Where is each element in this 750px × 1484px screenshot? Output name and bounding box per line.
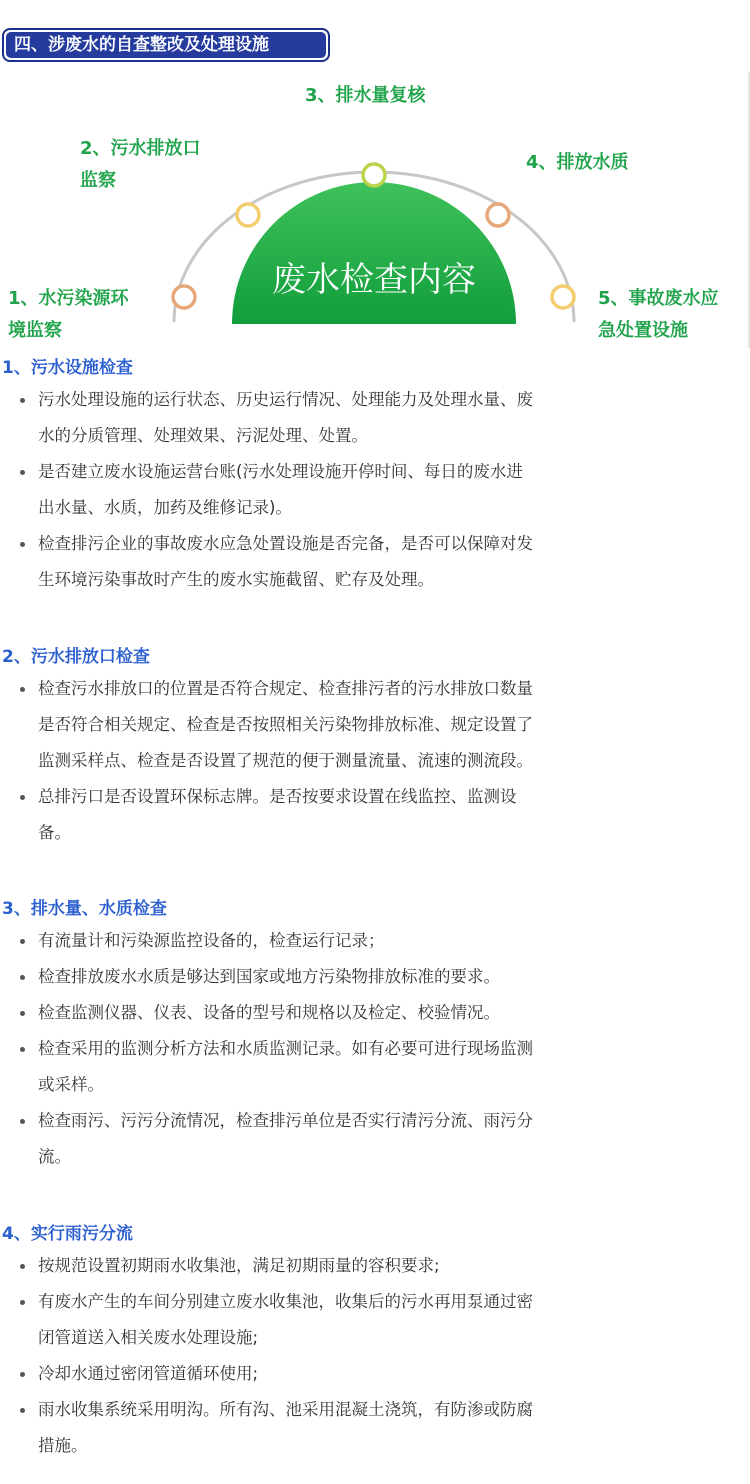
node-circle-2 (237, 204, 259, 226)
bullet-dot (20, 1047, 25, 1052)
bullet-list (0, 671, 750, 851)
list-item: 有流量计和污染源监控设备的，检查运行记录； (0, 923, 652, 959)
node-label-4: 4、排放水质 (526, 152, 629, 173)
list-item: 检查污水排放口的位置是否符合规定、检查排污者的污水排放口数量 是否符合相关规定、检查是否按照相关污染物排放标准、规定设置了 监测采样点、检查是否设置了规范的便于测量流量、流速的测流段。 (0, 671, 652, 779)
bullet-dot (20, 1011, 25, 1016)
node-circle-5 (552, 286, 574, 308)
section-heading: 2、污水排放口检查 (2, 647, 150, 667)
node-label-2: 2、污水排放口 监察 (80, 138, 201, 191)
section-water-quantity-quality (0, 897, 750, 1175)
list-item: 按规范设置初期雨水收集池，满足初期雨量的容积要求; (0, 1248, 652, 1284)
section-heading: 1、污水设施检查 (2, 358, 133, 378)
section-title: 四、涉废水的自查整改及处理设施 (6, 32, 326, 58)
section-sewage-facilities (0, 356, 750, 598)
section-rain-sewage-separation (0, 1222, 750, 1464)
diagram-center-label: 废水检查内容 (272, 260, 476, 300)
bullet-list (0, 923, 750, 1175)
bullet-dot (20, 398, 25, 403)
bullet-dot (20, 795, 25, 800)
list-item: 检查监测仪器、仪表、设备的型号和规格以及检定、校验情况。 (0, 995, 652, 1031)
bullet-dot (20, 1119, 25, 1124)
section-title-badge (2, 28, 330, 62)
list-item: 污水处理设施的运行状态、历史运行情况、处理能力及处理水量、废 水的分质管理、处理效果、污泥处理、处置。 (0, 382, 652, 454)
node-circle-1 (173, 286, 195, 308)
node-label-3: 3、排水量复核 (305, 85, 426, 106)
bullet-dot (20, 470, 25, 475)
bullet-dot (20, 542, 25, 547)
node-circle-3 (363, 164, 385, 186)
diagram-dome (232, 182, 516, 324)
node-circle-4 (487, 204, 509, 226)
list-item: 检查采用的监测分析方法和水质监测记录。如有必要可进行现场监测 或采样。 (0, 1031, 652, 1103)
bullet-dot (20, 687, 25, 692)
bullet-list (0, 382, 750, 598)
bullet-dot (20, 939, 25, 944)
list-item: 雨水收集系统采用明沟。所有沟、池采用混凝土浇筑，有防渗或防腐 措施。 (0, 1392, 652, 1464)
bullet-dot (20, 975, 25, 980)
section-heading: 4、实行雨污分流 (2, 1224, 133, 1244)
node-label-5: 5、事故废水应 急处置设施 (598, 288, 719, 341)
bullet-list (0, 1248, 750, 1464)
list-item: 总排污口是否设置环保标志牌。是否按要求设置在线监控、监测设 备。 (0, 779, 652, 851)
bullet-dot (20, 1372, 25, 1377)
list-item: 检查排放废水水质是够达到国家或地方污染物排放标准的要求。 (0, 959, 652, 995)
list-item: 检查排污企业的事故废水应急处置设施是否完备，是否可以保障对发 生环境污染事故时产生的废水实施截留、贮存及处理。 (0, 526, 652, 598)
list-item: 是否建立废水设施运营台账(污水处理设施开停时间、每日的废水进 出水量、水质，加药及维修记录)。 (0, 454, 652, 526)
wastewater-inspection-diagram (0, 72, 750, 350)
bullet-dot (20, 1408, 25, 1413)
section-discharge-outlet (0, 645, 750, 851)
node-label-1: 1、水污染源环 境监察 (8, 288, 129, 341)
list-item: 有废水产生的车间分别建立废水收集池，收集后的污水再用泵通过密 闭管道送入相关废水处理设施; (0, 1284, 652, 1356)
list-item: 检查雨污、污污分流情况，检查排污单位是否实行清污分流、雨污分 流。 (0, 1103, 652, 1175)
list-item: 冷却水通过密闭管道循环使用; (0, 1356, 652, 1392)
section-heading: 3、排水量、水质检查 (2, 899, 167, 919)
bullet-dot (20, 1264, 25, 1269)
bullet-dot (20, 1300, 25, 1305)
